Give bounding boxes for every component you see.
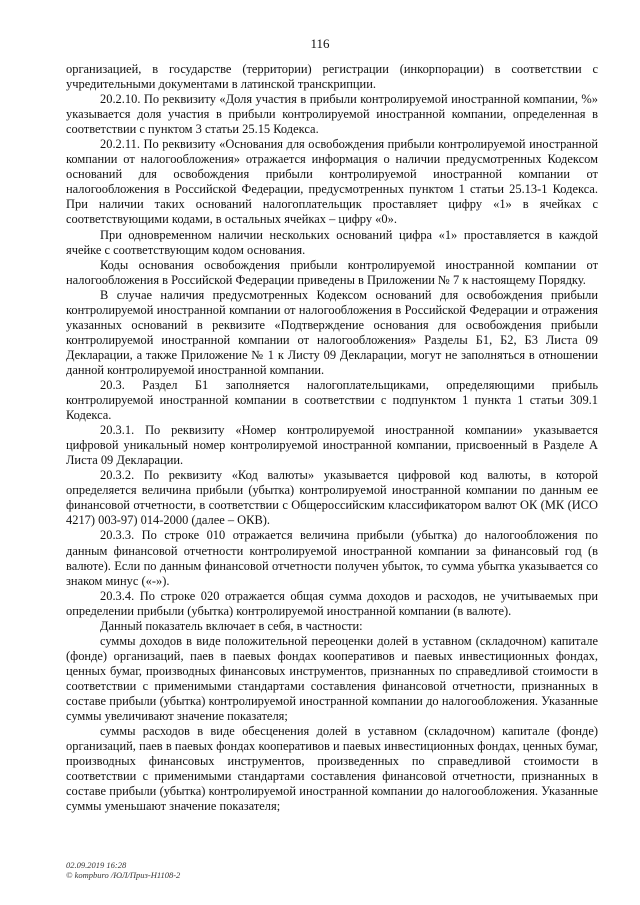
- paragraph-20-3-4: 20.3.4. По строке 020 отражается общая сумма доходов и расходов, не учитываемых при определении прибыли (убытка) контролируемой иностранной компании (в валюте).: [66, 588, 598, 618]
- paragraph-exemption-case: В случае наличия предусмотренных Кодексом оснований для освобождения прибыли контролируемой иностранной компании от налогообложения в Российской Федерации и отражения указанных оснований в реквизите «Подтверждение основания для освобождения прибыли контролируемой иностранной компании от налогообложения» Разделы Б1, Б2, Б3 Листа 09 Декларации, а также Приложение № 1 к Листу 09 Декларации, могут не заполняться в отношении данной контролируемой иностранной компании.: [66, 287, 598, 377]
- paragraph-exemption-codes: Коды основания освобождения прибыли контролируемой иностранной компании от налогообложения в Российской Федерации приведены в Приложении № 7 к настоящему Порядку.: [66, 257, 598, 287]
- paragraph-indicator-includes: Данный показатель включает в себя, в частности:: [100, 618, 363, 633]
- paragraph-20-2-10: 20.2.10. По реквизиту «Доля участия в прибыли контролируемой иностранной компании, %» указывается доля участия в прибыли контролируемой иностранной компании, определенная в соответствии с пунктом 3 статьи 25.15 Кодекса.: [66, 92, 598, 137]
- paragraph-20-3-1: 20.3.1. По реквизиту «Номер контролируемой иностранной компании» указывается цифровой уникальный номер контролируемой иностранной компании, присвоенный в Разделе А Листа 09 Декларации.: [66, 423, 598, 468]
- paragraph-income-sums: суммы доходов в виде положительной переоценки долей в уставном (складочном) капитале (фонде) организаций, паев в паевых фондах кооперативов и паевых инвестиционных фондах, ценных бумаг, производных финансовых инструментов, признанных по справедливой стоимости в соответствии с применимыми стандартами составления финансовой отчетности, признанных в составе прибыли (убытка) контролируемой иностранной компании до налогообложения. Указанные суммы увеличивают значение показателя;: [66, 633, 598, 724]
- document-body: [66, 62, 598, 814]
- paragraph-20-3-2: 20.3.2. По реквизиту «Код валюты» указывается цифровой код валюты, в которой определяется величина прибыли (убытка) контролируемой иностранной компании по данным ее финансовой отчетности, в соответствии с Общероссийским классификатором валют ОК (МК (ИСО 4217) 003-97) 014-2000 (далее – ОКВ).: [66, 468, 598, 528]
- paragraph-20-2-11: 20.2.11. По реквизиту «Основания для освобождения прибыли контролируемой иностранной компании от налогообложения» отражается информация о наличии предусмотренных Кодексом оснований для освобождения прибыли контролируемой иностранной компании от налогообложения в Российской Федерации, предусмотренных пунктом 1 статьи 25.13-1 Кодекса. При наличии таких оснований налогоплательщик проставляет цифру «1» в ячейках с соответствующими кодами, в остальных ячейках – цифру «0».: [66, 137, 598, 227]
- footer-path: © kompburo /ЮЛ/Приз-Н1108-2: [66, 870, 181, 880]
- paragraph-continuation: организацией, в государстве (территории) регистрации (инкорпорации) в соответствии с учредительными документами в латинской транскрипции.: [66, 62, 598, 92]
- paragraph-expense-sums: суммы расходов в виде обесценения долей в уставном (складочном) капитале (фонде) организаций, паев в паевых фондах кооперативов и паевых инвестиционных фондах, ценных бумаг, производных финансовых инструментов, произведенных по справедливой стоимости в соответствии с применимыми стандартами составления финансовой отчетности, признанных в составе прибыли (убытка) контролируемой иностранной компании до налогообложения. Указанные суммы уменьшают значение показателя;: [66, 724, 598, 814]
- paragraph-multiple-grounds: При одновременном наличии нескольких оснований цифра «1» проставляется в каждой ячейке с соответствующим кодом основания.: [66, 227, 598, 257]
- footer-date: 02.09.2019 16:28: [66, 860, 127, 870]
- paragraph-20-3-3: 20.3.3. По строке 010 отражается величина прибыли (убытка) до налогообложения по данным финансовой отчетности контролируемой иностранной компании за финансовый год (в валюте). Если по данным финансовой отчетности получен убыток, то сумма убытка указывается со знаком минус («-»).: [66, 528, 598, 588]
- page-number: 116: [310, 36, 330, 51]
- paragraph-20-3: 20.3. Раздел Б1 заполняется налогоплательщиками, определяющими прибыль контролируемой иностранной компании в соответствии с подпунктом 1 пункта 1 статьи 309.1 Кодекса.: [66, 377, 598, 423]
- footer: [66, 860, 180, 880]
